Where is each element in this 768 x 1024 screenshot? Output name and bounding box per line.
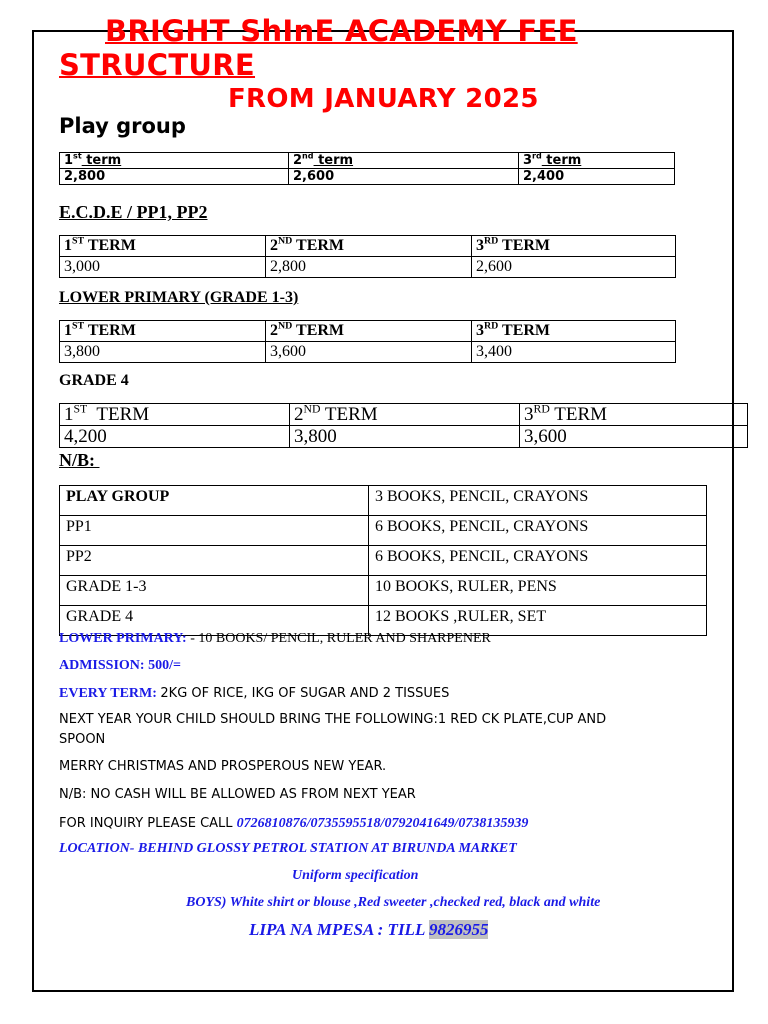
items-cell: 10 BOOKS, RULER, PENS	[369, 576, 707, 606]
fee-cell: 3,600	[520, 426, 748, 448]
every-term-label: EVERY TERM:	[59, 686, 161, 701]
level-cell: GRADE 4	[60, 606, 369, 636]
lower-primary-heading: LOWER PRIMARY (GRADE 1-3)	[59, 289, 299, 306]
fee-cell: 3,000	[60, 257, 266, 278]
phone-numbers: 0726810876/0735595518/0792041649/0738135939	[236, 816, 529, 831]
table-row	[60, 257, 676, 278]
table-row	[60, 153, 675, 169]
merry-christmas-note: MERRY CHRISTMAS AND PROSPEROUS NEW YEAR.	[59, 759, 387, 774]
ecde-heading: E.C.D.E / PP1, PP2	[59, 202, 208, 222]
next-year-note-line2: SPOON	[59, 732, 106, 747]
table-row	[60, 404, 748, 426]
level-cell: PP1	[60, 516, 369, 546]
fee-cell: 3,800	[290, 426, 520, 448]
items-cell: 6 BOOKS, PENCIL, CRAYONS	[369, 546, 707, 576]
term-header-1: 1st term	[60, 153, 289, 169]
every-term-text: 2KG OF RICE, IKG OF SUGAR AND 2 TISSUES	[160, 686, 450, 701]
term-header-2: 2ND TERM	[290, 404, 520, 426]
level-cell: GRADE 1-3	[60, 576, 369, 606]
lower-primary-note-label: LOWER PRIMARY:	[59, 631, 191, 646]
no-cash-note: N/B: NO CASH WILL BE ALLOWED AS FROM NEXT YEAR	[59, 787, 416, 802]
lower-primary-fee-table	[59, 320, 676, 363]
mpesa-line	[249, 920, 488, 940]
term-header-2: 2ND TERM	[266, 236, 472, 257]
play-group-heading: Play group	[59, 114, 186, 138]
table-row	[60, 486, 707, 516]
level-cell: PP2	[60, 546, 369, 576]
fee-cell: 2,600	[289, 169, 519, 185]
fee-cell: 3,800	[60, 342, 266, 363]
fee-cell: 4,200	[60, 426, 290, 448]
table-row	[60, 516, 707, 546]
mpesa-label: LIPA NA MPESA : TILL	[249, 920, 429, 939]
fee-cell: 3,400	[472, 342, 676, 363]
table-row	[60, 576, 707, 606]
items-cell: 6 BOOKS, PENCIL, CRAYONS	[369, 516, 707, 546]
fee-cell: 2,600	[472, 257, 676, 278]
items-cell: 3 BOOKS, PENCIL, CRAYONS	[369, 486, 707, 516]
till-number: 9826955	[428, 920, 489, 939]
items-cell: 12 BOOKS ,RULER, SET	[369, 606, 707, 636]
term-header-3: 3rd term	[519, 153, 675, 169]
requirements-table	[59, 485, 707, 636]
admission-note: ADMISSION: 500/=	[59, 658, 181, 673]
next-year-note-line1: NEXT YEAR YOUR CHILD SHOULD BRING THE FOLLOWING:1 RED CK PLATE,CUP AND	[59, 712, 607, 727]
play-group-fee-table	[59, 152, 675, 185]
inquiry-label: FOR INQUIRY PLEASE CALL	[59, 816, 237, 831]
fee-cell: 2,400	[519, 169, 675, 185]
term-header-1: 1ST TERM	[60, 321, 266, 342]
term-header-1: 1ST TERM	[60, 404, 290, 426]
uniform-boys: BOYS) White shirt or blouse ,Red sweeter ,checked red, black and white	[186, 895, 601, 910]
level-cell: PLAY GROUP	[60, 486, 369, 516]
every-term-note	[59, 684, 449, 702]
lower-primary-note	[59, 631, 491, 647]
fee-cell: 2,800	[266, 257, 472, 278]
table-row	[60, 342, 676, 363]
grade4-fee-table	[59, 403, 748, 448]
ecde-fee-table	[59, 235, 676, 278]
location-note: LOCATION- BEHIND GLOSSY PETROL STATION AT BIRUNDA MARKET	[59, 841, 517, 856]
grade4-heading: GRADE 4	[59, 372, 129, 389]
term-header-2: 2nd term	[289, 153, 519, 169]
uniform-heading: Uniform specification	[292, 868, 419, 883]
title-line-1: BRIGHT ShInE ACADEMY FEE	[105, 14, 578, 48]
term-header-3: 3RD TERM	[472, 321, 676, 342]
table-row	[60, 426, 748, 448]
term-header-3: 3RD TERM	[520, 404, 748, 426]
table-row	[60, 546, 707, 576]
title-line-2: STRUCTURE	[59, 48, 256, 82]
lower-primary-note-text: - 10 BOOKS/ PENCIL, RULER AND SHARPENER	[190, 631, 491, 646]
nb-heading: N/B:	[59, 450, 100, 470]
term-header-2: 2ND TERM	[266, 321, 472, 342]
inquiry-note	[59, 814, 528, 832]
table-row	[60, 321, 676, 342]
term-header-3: 3RD TERM	[472, 236, 676, 257]
fee-cell: 3,600	[266, 342, 472, 363]
term-header-1: 1ST TERM	[60, 236, 266, 257]
table-row	[60, 236, 676, 257]
table-row	[60, 169, 675, 185]
subtitle: FROM JANUARY 2025	[228, 84, 539, 114]
fee-cell: 2,800	[60, 169, 289, 185]
